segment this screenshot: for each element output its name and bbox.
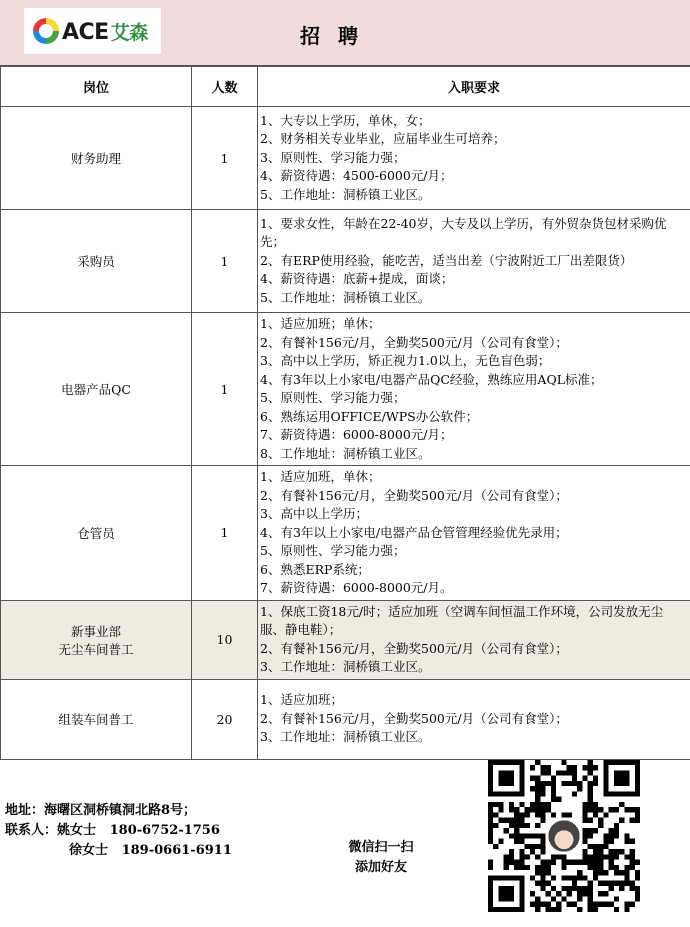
requirement-line: 5、原则性、学习能力强； [260,390,406,405]
requirement-line: 2、财务相关专业毕业，应届毕业生可培养； [260,131,506,147]
job-position-line: 无尘车间普工 [58,641,134,657]
requirement-line: 5、原则性、学习能力强； [260,543,406,558]
job-requirements [258,210,690,313]
contact-label: 联系人： [5,823,58,838]
requirement-line: 2、有ERP使用经验，能吃苦，适当出差（宁波附近工厂出差限货） [260,252,633,268]
wechat-add-label: 添加好友 [354,860,407,875]
footer [0,746,690,927]
requirement-line: 1、适应加班； [260,692,343,708]
requirement-line: 2、有餐补156元/月，全勤奖500元/月（公司有食堂）； [260,640,568,656]
requirement-line: 1、适应加班，单休； [260,469,381,484]
job-position: 财务助理 [1,107,192,210]
requirement-line: 7、薪资待遇：6000-8000元/月； [260,427,453,442]
contact-name: 姚女士 [57,823,97,838]
table-row [1,107,690,210]
contact-phone: 189-0661-6911 [121,843,232,858]
requirement-line: 4、有3年以上小家电/电器产品QC经验，熟练应用AQL标准； [260,371,603,387]
logo-text: ACE 艾森 [62,20,148,45]
requirement-line: 1、适应加班；单休； [260,316,381,331]
table-row [1,313,690,466]
header-position: 岗位 [1,67,192,107]
requirement-line: 8、工作地址：洞桥镇工业区。 [260,445,431,461]
requirement-line: 5、工作地址：洞桥镇工业区。 [260,289,431,305]
jobs-table [0,66,690,760]
page-header [0,0,690,66]
wechat-prompt [344,838,418,878]
requirement-line: 3、工作地址：洞桥镇工业区。 [260,729,431,745]
job-count: 1 [192,210,258,313]
qr-code-icon[interactable] [488,760,640,912]
requirement-line: 5、工作地址：洞桥镇工业区。 [260,186,431,202]
table-row [1,210,690,313]
requirement-line: 1、要求女性，年龄在22-40岁，大专及以上学历，有外贸杂货包材采购优先； [260,215,667,250]
requirement-line: 2、有餐补156元/月，全勤奖500元/月（公司有食堂）； [260,334,568,350]
requirement-line: 2、有餐补156元/月，全勤奖500元/月（公司有食堂）； [260,487,568,503]
requirement-line: 3、高中以上学历，矫正视力1.0以上，无色盲色弱； [260,353,551,368]
job-position-line: 新事业部 [70,623,121,639]
contact-info [5,801,232,861]
table-row [1,466,690,601]
requirement-line: 3、工作地址：洞桥镇工业区。 [260,659,431,674]
job-requirements [258,107,690,210]
requirement-line: 1、保底工资18元/时；适应加班（空调车间恒温工作环境，公司发放无尘服、静电鞋）； [260,603,664,637]
contact-name: 徐女士 [69,843,109,858]
company-logo [24,8,161,54]
job-count: 1 [192,107,258,210]
job-count: 1 [192,313,258,466]
requirement-line: 3、高中以上学历； [260,506,368,521]
job-position: 电器产品QC [1,313,192,466]
page-title: 招聘 [300,24,376,48]
header-count: 人数 [192,67,258,107]
job-count: 20 [192,679,258,759]
job-requirements [258,600,690,679]
requirement-line: 4、有3年以上小家电/电器产品仓管管理经验优先录用； [260,524,568,540]
job-position [1,600,192,679]
table-header-row [1,67,690,107]
address-line: 地址：海曙区洞桥镇洞北路8号； [5,803,197,818]
job-position: 组装车间普工 [1,679,192,759]
job-count: 10 [192,600,258,679]
contact-line [5,841,232,861]
requirement-line: 7、薪资待遇：6000-8000元/月。 [260,580,453,595]
requirement-line: 6、熟练运用OFFICE/WPS办公软件； [260,408,479,424]
requirement-line: 4、薪资待遇：底薪+提成，面谈； [260,271,454,287]
wechat-scan-label: 微信扫一扫 [348,840,414,855]
job-requirements [258,466,690,601]
job-position: 采购员 [1,210,192,313]
contact-line [5,821,232,841]
requirement-line: 4、薪资待遇：4500-6000元/月； [260,168,453,184]
job-position: 仓管员 [1,466,192,601]
job-count: 1 [192,466,258,601]
requirement-line: 2、有餐补156元/月，全勤奖500元/月（公司有食堂）； [260,710,568,726]
logo-swirl-icon [30,16,62,46]
requirement-line: 1、大专以上学历，单休，女； [260,112,431,128]
requirement-line: 6、熟悉ERP系统； [260,561,370,577]
requirement-line: 3、原则性、学习能力强； [260,149,406,165]
header-requirements: 入职要求 [258,67,690,107]
job-requirements [258,313,690,466]
table-row [1,600,690,679]
contact-phone: 180-6752-1756 [109,823,220,838]
